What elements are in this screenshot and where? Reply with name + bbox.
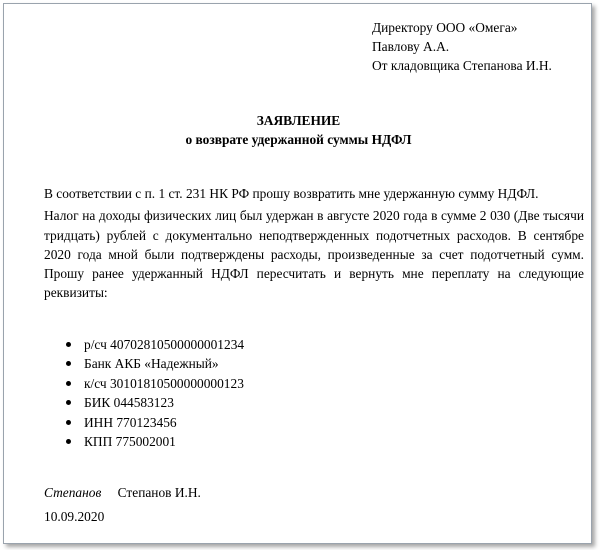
requisite-text: к/сч 30101810500000000123 (84, 375, 244, 391)
addressee-line-director: Директору ООО «Омега» (372, 20, 518, 35)
requisite-text: БИК 044583123 (84, 395, 174, 411)
signer-name: Степанов И.Н. (117, 485, 201, 500)
requisite-text: Банк АКБ «Надежный» (84, 356, 219, 372)
signature-row (44, 483, 201, 502)
requisite-text: р/сч 40702810500000001234 (84, 337, 245, 352)
requisite-item (66, 413, 244, 432)
addressee-block (372, 18, 552, 75)
requisite-item (66, 393, 244, 412)
handwritten-signature: Степанов (44, 485, 102, 500)
document-body (44, 184, 584, 306)
requisites-list (66, 335, 244, 451)
requisite-item (66, 335, 244, 354)
requisite-item (66, 374, 244, 393)
application-document (4, 4, 593, 545)
document-title (4, 111, 593, 149)
bullet-icon (66, 439, 71, 444)
requisite-item (66, 432, 244, 451)
requisite-text: ИНН 770123456 (84, 414, 177, 430)
requisite-item (66, 354, 244, 373)
title-main: ЗАЯВЛЕНИЕ (256, 113, 341, 128)
bullet-icon (66, 400, 71, 405)
addressee-line-name: Павлову А.А. (372, 39, 450, 54)
title-sub: о возврате удержанной суммы НДФЛ (185, 132, 412, 147)
bullet-icon (66, 420, 71, 425)
bullet-icon (66, 361, 71, 366)
body-paragraph-2: Налог на доходы физических лиц был удержан в августе 2020 года в сумме 2 030 (Две тысячи тридцать) рублей с документально неподтвержденных подотчетных расходов. В сентябре 2020 года мной были подтверждены расходы, произведенные за счет подотчетный сумм. Прошу ранее удержанный НДФЛ пересчитать и вернуть мне переплату на следующие реквизиты: (44, 208, 584, 301)
document-frame (3, 3, 592, 544)
addressee-line-from: От кладовщика Степанова И.Н. (372, 58, 552, 73)
bullet-icon (66, 342, 71, 347)
bullet-icon (66, 381, 71, 386)
document-date: 10.09.2020 (44, 509, 105, 524)
body-paragraph-1: В соответствии с п. 1 ст. 231 НК РФ прошу возвратить мне удержанную сумму НДФЛ. (44, 186, 539, 201)
requisite-text: КПП 775002001 (84, 433, 176, 449)
